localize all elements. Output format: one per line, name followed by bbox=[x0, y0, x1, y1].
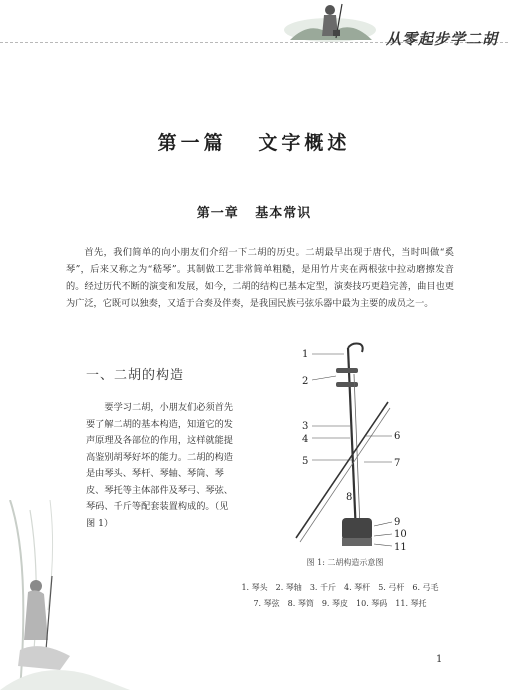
header-brand: 从零起步学二胡 bbox=[385, 30, 498, 48]
peg-upper bbox=[336, 368, 358, 373]
legend-item: 6. 弓毛 bbox=[412, 583, 439, 592]
chapter-title: 第一章 基本常识 bbox=[196, 206, 312, 221]
legend-item: 3. 千斤 bbox=[309, 583, 336, 592]
section-title: 一、二胡的构造 bbox=[86, 368, 185, 383]
label-8: 8 bbox=[346, 492, 353, 503]
head-scroll bbox=[348, 344, 363, 353]
erhu-structure-diagram bbox=[280, 338, 430, 556]
legend-item: 1. 琴头 bbox=[241, 583, 268, 592]
label-6: 6 bbox=[394, 431, 401, 442]
base bbox=[342, 538, 372, 546]
legend-row bbox=[190, 580, 490, 596]
label-1: 1 bbox=[302, 349, 309, 360]
neck-line bbox=[348, 348, 356, 534]
legend-item: 8. 琴筒 bbox=[287, 599, 314, 608]
legend-item: 11. 琴托 bbox=[395, 599, 427, 608]
figure-caption: 图 1: 二胡构造示意图 bbox=[306, 558, 384, 567]
label-10: 10 bbox=[394, 529, 407, 540]
label-4: 4 bbox=[302, 434, 309, 445]
legend-item: 4. 琴杆 bbox=[344, 583, 371, 592]
label-7: 7 bbox=[394, 458, 401, 469]
legend-row bbox=[190, 596, 490, 612]
label-11: 11 bbox=[394, 542, 407, 553]
legend-item: 9. 琴皮 bbox=[321, 599, 349, 608]
parts-legend bbox=[190, 580, 490, 612]
erhu-player-icon bbox=[280, 0, 380, 44]
label-9: 9 bbox=[394, 517, 401, 528]
section-body: 要学习二胡，小朋友们必须首先要了解二胡的基本构造，知道它的发声原理及各部位的作用，这样就能提高鉴别胡琴好坏的能力。二胡的构造是由琴头、琴杆、琴轴、琴筒、琴皮、琴托等主体部件及琴弓、琴弦、琴码、千斤等配套装置构成的。（见图 1） bbox=[86, 402, 234, 529]
label-3: 3 bbox=[302, 421, 309, 432]
part-title: 第一篇 文字概述 bbox=[157, 132, 351, 154]
page-number: 1 bbox=[436, 654, 443, 665]
legend-item: 7. 琴弦 bbox=[253, 599, 280, 608]
label-2: 2 bbox=[302, 376, 309, 387]
intro-paragraph: 首先，我们简单的向小朋友们介绍一下二胡的历史。二胡最早出现于唐代，当时叫做“奚琴”，后来又称之为“嵇琴”。其制做工艺非常简单粗糙，是用竹片夹在两根弦中拉动磨擦发音的。经过历代不断的演变和发展，如今，二胡的结构已基本定型，演奏技巧更趋完善，曲目也更为广泛，它既可以独奏，又适于合奏及伴奏，是我国民族弓弦乐器中最为主要的成员之一。 bbox=[66, 247, 454, 309]
label-5: 5 bbox=[302, 456, 309, 467]
willow-player-illustration bbox=[0, 500, 130, 690]
bow-stick bbox=[296, 402, 388, 538]
sound-box bbox=[342, 518, 372, 540]
legend-item: 10. 琴码 bbox=[356, 599, 388, 608]
legend-item: 5. 弓杆 bbox=[378, 583, 405, 592]
legend-item: 2. 琴轴 bbox=[275, 583, 302, 592]
